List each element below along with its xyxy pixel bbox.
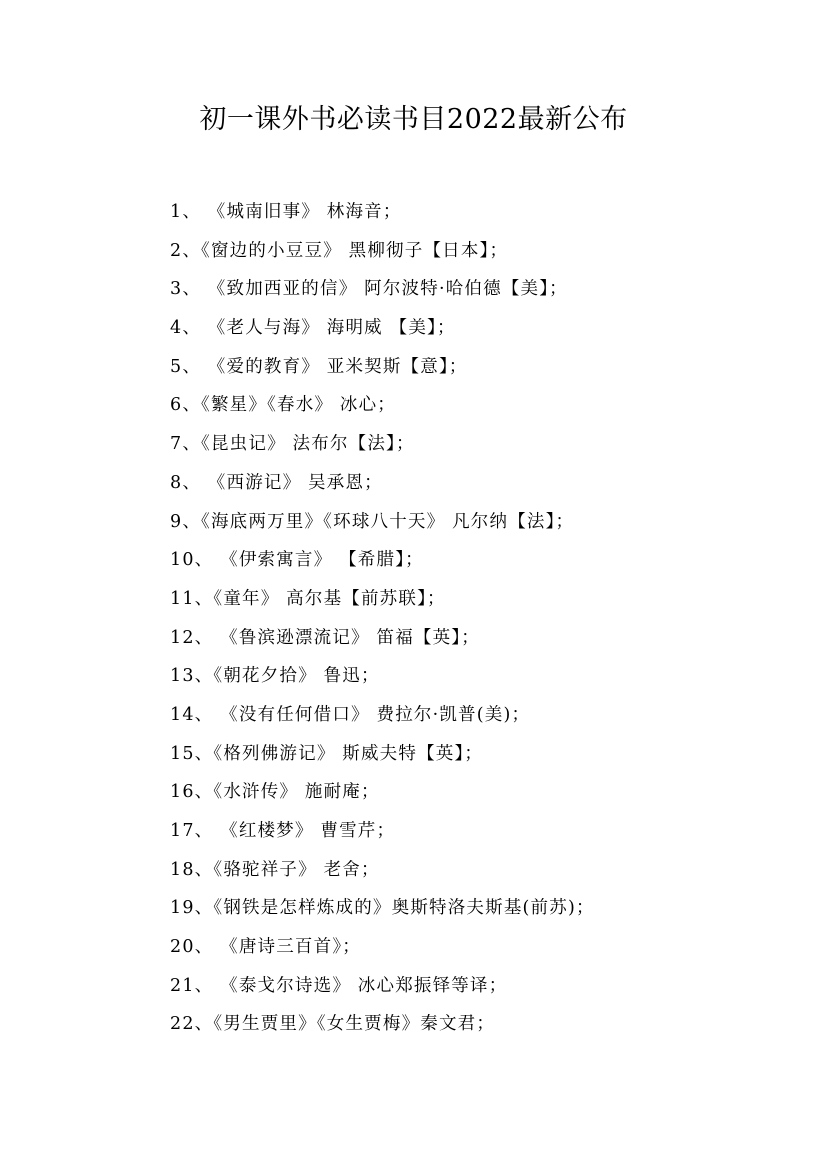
list-item: 8、 《西游记》 吴承恩；	[170, 472, 383, 493]
list-item: 13、《朝花夕拾》 鲁迅；	[170, 666, 380, 687]
list-item: 17、 《红楼梦》 曹雪芹；	[170, 821, 396, 841]
list-item: 2、《窗边的小豆豆》 黑柳彻子【日本】；	[170, 240, 509, 261]
reading-list	[170, 193, 810, 1044]
list-item: 22、《男生贾里》《女生贾梅》秦文君；	[170, 1014, 496, 1035]
list-item: 1、 《城南旧事》 林海音；	[170, 202, 402, 222]
list-item: 18、《骆驼祥子》 老舍；	[170, 859, 380, 880]
list-item: 14、 《没有任何借口》 费拉尔·凯普(美)；	[170, 704, 531, 725]
list-item: 20、 《唐诗三百首》；	[170, 937, 361, 958]
list-item: 19、《钢铁是怎样炼成的》奥斯特洛夫斯基(前苏)；	[170, 898, 595, 919]
list-item: 4、 《老人与海》 海明威 【美】；	[170, 318, 456, 339]
list-item: 3、 《致加西亚的信》 阿尔波特·哈伯德【美】；	[170, 279, 568, 300]
document-title: 初一课外书必读书目2022最新公布	[199, 104, 628, 135]
list-item: 6、《繁星》《春水》 冰心；	[170, 395, 396, 416]
list-item: 15、《格列佛游记》 斯威夫特【英】；	[170, 743, 484, 764]
list-item: 16、《水浒传》 施耐庵；	[170, 782, 380, 803]
list-item: 5、 《爱的教育》 亚米契斯【意】；	[170, 356, 468, 377]
list-item: 10、 《伊索寓言》 【希腊】；	[170, 550, 424, 571]
list-item: 7、《昆虫记》 法布尔【法】；	[170, 434, 415, 455]
list-item: 21、 《泰戈尔诗选》 冰心郑振铎等译；	[170, 975, 508, 996]
list-item: 11、《童年》 高尔基【前苏联】；	[170, 588, 446, 609]
list-item: 12、 《鲁滨逊漂流记》 笛福【英】；	[170, 627, 480, 648]
list-item: 9、《海底两万里》《环球八十天》 凡尔纳【法】；	[170, 511, 575, 532]
